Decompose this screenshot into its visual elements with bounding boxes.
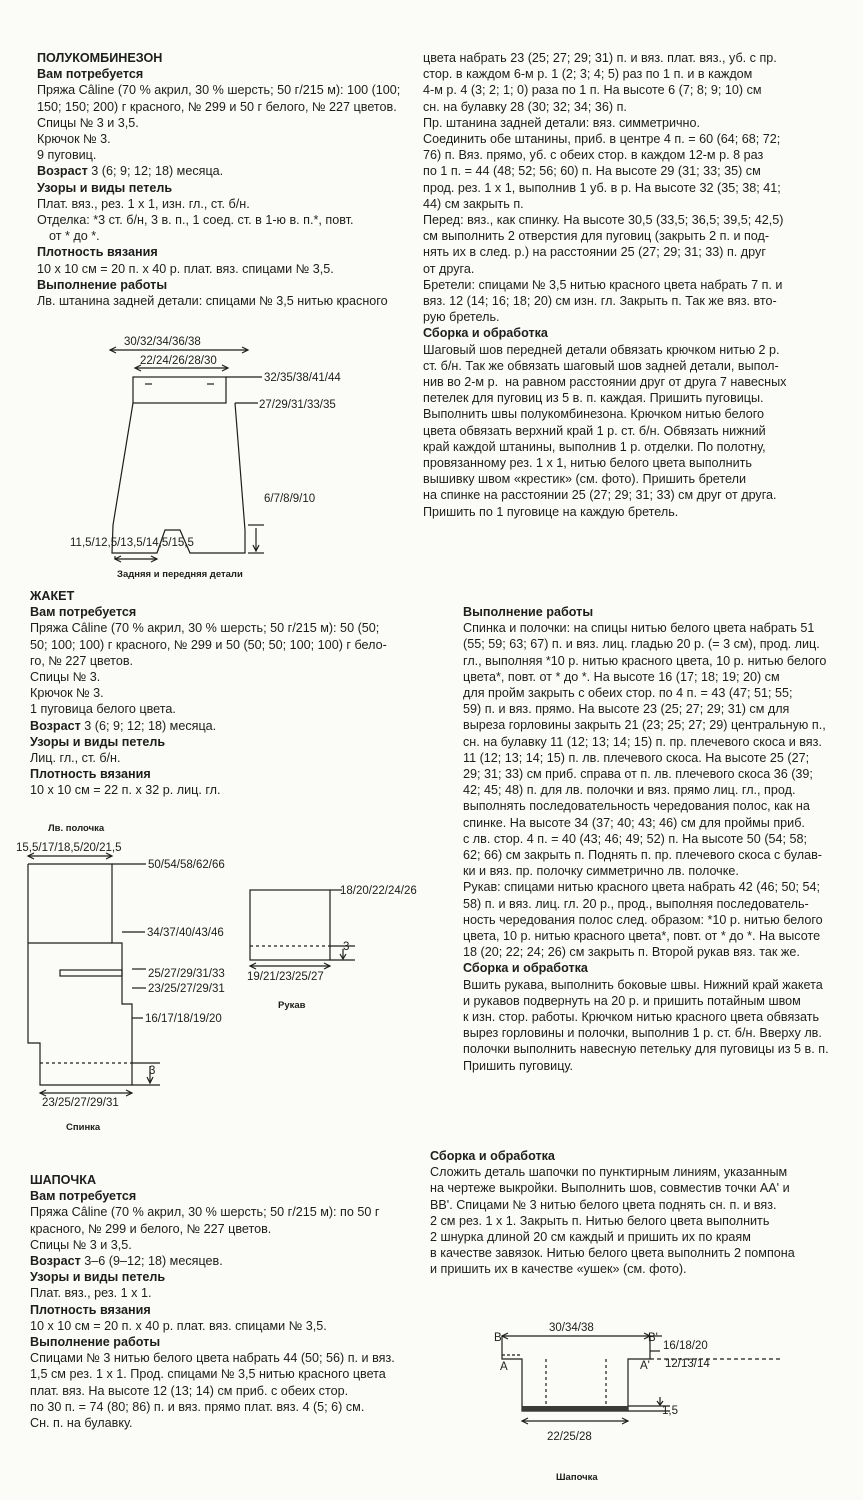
jacket-work-line: 42; 45; 48) п. для лв. полочки и вяз. прямо лиц. гл., прод. bbox=[463, 783, 796, 798]
romper-needles: Спицы № 3 и 3,5. bbox=[37, 115, 139, 130]
jacket-pattern: Лиц. гл., ст. б/н. bbox=[30, 751, 121, 766]
sleeve-dim-height: 18/20/22/24/26 bbox=[340, 885, 417, 897]
jacket-age: Возраст 3 (6; 9; 12; 18) месяца. bbox=[30, 718, 217, 733]
jacket-yarn-line: го, № 227 цветов. bbox=[30, 653, 134, 668]
hat-assembly-line: ВВ'. Спицами № 3 нитью белого цвета поднять сн. п. и вяз. bbox=[430, 1197, 777, 1212]
hat-assembly-heading: Сборка и обработка bbox=[430, 1149, 555, 1163]
jacket-dim-hem: 3 bbox=[149, 1065, 156, 1077]
romper-dim-band-height: 27/29/31/33/35 bbox=[259, 399, 336, 411]
romper-dim-leg-width: 11,5/12,5/13,5/14,5/15,5 bbox=[70, 537, 194, 549]
hat-work-line: Спицами № 3 нитью белого цвета набрать 44 (50; 56) п. и вяз. bbox=[30, 1351, 395, 1366]
hat-point-b: B bbox=[494, 1332, 502, 1344]
jacket-work-line: сн. на булавку 11 (12; 13; 14; 15) п. пр. плечевого скоса и вяз. bbox=[463, 734, 822, 749]
romper-col2-line: цвета набрать 23 (25; 27; 29; 31) п. и вяз. плат. вяз., уб. с пр. bbox=[423, 51, 777, 65]
hat-dim-mid-height: 12/13/14 bbox=[665, 1358, 710, 1370]
sleeve-dim-width: 19/21/23/25/27 bbox=[247, 971, 324, 983]
hat-assembly-line: на чертеже выкройки. Выполнить шов, совместив точки АА' и bbox=[430, 1181, 790, 1196]
romper-diagram bbox=[0, 330, 400, 590]
jacket-dim-mid2: 23/25/27/29/31 bbox=[148, 983, 225, 995]
hat-need-heading: Вам потребуется bbox=[30, 1189, 137, 1204]
hat-assembly-line: 2 см рез. 1 х 1. Закрыть п. Нитью белого цвета выполнить bbox=[430, 1213, 770, 1228]
jacket-dim-top-width: 15,5/17/18,5/20/21,5 bbox=[16, 842, 122, 854]
jacket-work-line: 29; 31; 33) см приб. справа от п. лв. плечевого скоса 36 (39; bbox=[463, 767, 813, 782]
jacket-dim-shoulder: 34/37/40/43/46 bbox=[147, 927, 224, 939]
romper-pattern-1: Плат. вяз., рез. 1 х 1, изн. гл., ст. б/н. bbox=[37, 196, 250, 211]
romper-col2-line: сн. на булавку 28 (30; 32; 34; 36) п. bbox=[423, 99, 627, 114]
hat-dim-top-width: 30/34/38 bbox=[549, 1322, 594, 1334]
jacket-dim-armhole: 16/17/18/19/20 bbox=[145, 1013, 222, 1025]
jacket-yarn-line: 50; 100; 100) г красного, № 299 и 50 (50; 50; 100; 100) г бело- bbox=[30, 637, 387, 652]
jacket-work bbox=[463, 604, 853, 1074]
jacket-work-line: ность чередования полос след. образом: *10 р. нитью белого bbox=[463, 912, 823, 927]
hat-dim-band-height: 1,5 bbox=[662, 1405, 678, 1417]
jacket-work-line: спинке. На высоте 34 (37; 40; 43; 46) см для проймы приб. bbox=[463, 815, 805, 830]
hat-title: ШАПОЧКА bbox=[30, 1173, 97, 1187]
jacket-work-line: 59) п. и вяз. прямо. На высоте 23 (25; 27; 29; 31) см для bbox=[463, 702, 790, 717]
romper-assembly-line: на спинке на расстоянии 25 (27; 29; 31; 33) см друг от друга. bbox=[423, 488, 777, 503]
sleeve-dim-hem: 3 bbox=[343, 941, 350, 953]
hat-needles: Спицы № 3 и 3,5. bbox=[30, 1237, 132, 1252]
romper-pattern-3: от * до *. bbox=[49, 229, 100, 244]
hat-rib-band bbox=[522, 1406, 628, 1411]
jacket-need-heading: Вам потребуется bbox=[30, 605, 137, 620]
romper-assembly-line: нив во 2-м р. на равном расстоянии друг от друга 7 навесных bbox=[423, 375, 787, 390]
romper-col2-line: Пр. штанина задней детали: вяз. симметрично. bbox=[423, 115, 701, 130]
jacket-work-heading: Выполнение работы bbox=[463, 605, 594, 619]
jacket-assembly-line: полочки выполнить навесную петельку для пуговицы из 5 в. п. bbox=[463, 1042, 829, 1057]
hat-instructions bbox=[30, 1172, 420, 1431]
romper-age: Возраст 3 (6; 9; 12; 18) месяца. bbox=[37, 164, 224, 179]
jacket-work-line: цвета*, повт. от * до *. На высоте 16 (17; 18; 19; 20) см bbox=[463, 669, 780, 684]
jacket-work-line: 58) п. и вяз. лиц. гл. 20 р., прод., выполняя последователь- bbox=[463, 896, 809, 911]
romper-yarn: Пряжа Câline (70 % акрил, 30 % шерсть; 50 г/215 м): 100 (100; 150; 150; 200) г красного, № 299 и 50 г белого, № 227 цветов. bbox=[37, 83, 401, 114]
hat-point-a-prime: A' bbox=[640, 1360, 650, 1372]
jacket-button: 1 пуговица белого цвета. bbox=[30, 702, 176, 717]
jacket-work-line: выполнять последовательность чередования полос, как на bbox=[463, 799, 810, 814]
jacket-back-caption: Спинка bbox=[66, 1122, 101, 1133]
jacket-needles: Спицы № 3. bbox=[30, 670, 101, 685]
jacket-work-line: Спинка и полочки: на спицы нитью белого цвета набрать 51 bbox=[463, 621, 815, 636]
jacket-work-line: 11 (12; 13; 14; 15) п. лв. плечевого скоса. На высоте 25 (27; bbox=[463, 750, 810, 765]
jacket-assembly-line: к изн. стор. работы. Крючком нитью красного цвета обвязать bbox=[463, 1010, 820, 1025]
jacket-work-line: выреза горловины закрыть 21 (23; 25; 27; 29) центральную п., bbox=[463, 718, 826, 733]
romper-col2-line: стор. в каждом 6-м р. 1 (2; 3; 4; 5) раз по 1 п. и в каждом bbox=[423, 67, 753, 82]
jacket-assembly-line: вырез горловины и полочки, выполнив 1 р. ст. б/н. Вверху лв. bbox=[463, 1026, 822, 1041]
romper-title: ПОЛУКОМБИНЕЗОН bbox=[37, 51, 163, 65]
romper-need-heading: Вам потребуется bbox=[37, 67, 144, 82]
romper-density: 10 х 10 см = 20 п. х 40 р. плат. вяз. спицами № 3,5. bbox=[37, 261, 334, 276]
romper-assembly-line: цвета обвязать верхний край 1 р. ст. б/н. Обвязать нижний bbox=[423, 423, 766, 438]
jacket-work-line: (55; 59; 63; 67) п. и вяз. лиц. гладью 20 р. (= 3 см), прод. лиц. bbox=[463, 637, 820, 652]
hat-work-line: Сн. п. на булавку. bbox=[30, 1416, 133, 1431]
romper-dim-total-height: 32/35/38/41/44 bbox=[264, 372, 341, 384]
hat-age: Возраст 3–6 (9–12; 18) месяцев. bbox=[30, 1254, 223, 1269]
romper-col2-line: Бретели: спицами № 3,5 нитью красного цвета набрать 7 п. и bbox=[423, 277, 783, 292]
romper-density-heading: Плотность вязания bbox=[37, 245, 158, 260]
jacket-front-caption: Лв. полочка bbox=[48, 823, 105, 834]
hat-density: 10 х 10 см = 20 п. х 40 р. плат. вяз. спицами № 3,5. bbox=[30, 1318, 327, 1333]
jacket-work-line: ки и вяз. пр. полочку симметрично лв. полочке. bbox=[463, 864, 739, 879]
hat-diagram-caption: Шапочка bbox=[556, 1472, 598, 1483]
romper-col2-line: по 1 п. = 44 (48; 52; 56; 60) п. На высоте 29 (31; 33; 35) см bbox=[423, 164, 761, 179]
jacket-density-heading: Плотность вязания bbox=[30, 767, 151, 782]
jacket-title: ЖАКЕТ bbox=[30, 589, 75, 603]
jacket-work-line: 62; 66) см закрыть п. Поднять п. пр. плечевого скоса с булав- bbox=[463, 848, 822, 863]
jacket-work-line: 18 (20; 22; 24; 26) см закрыть п. Второй рукав вяз. так же. bbox=[463, 945, 800, 960]
jacket-density: 10 х 10 см = 22 п. х 32 р. лиц. гл. bbox=[30, 783, 221, 798]
jacket-work-line: цвета, 10 р. нитью красного цвета*, повт. от * до *. На высоте bbox=[463, 929, 821, 944]
romper-work-heading: Выполнение работы bbox=[37, 277, 168, 292]
hat-assembly-line: и пришить их в качестве «ушек» (см. фото). bbox=[430, 1262, 687, 1277]
romper-assembly-line: ст. б/н. Так же обвязать шаговый шов задней детали, выпол- bbox=[423, 358, 779, 373]
romper-col2-line: 44) см закрыть п. bbox=[423, 196, 524, 211]
hat-yarn-line: Пряжа Câline (70 % акрил, 30 % шерсть; 50 г/215 м): по 50 г bbox=[30, 1205, 380, 1220]
jacket-assembly-line: Пришить пуговицу. bbox=[463, 1058, 573, 1073]
romper-col2-line: см выполнить 2 отверстия для пуговиц (закрыть 2 п. и под- bbox=[423, 229, 770, 244]
jacket-work-line: Рукав: спицами нитью красного цвета набрать 42 (46; 50; 54; bbox=[463, 880, 821, 895]
romper-diagram-caption: Задняя и передняя детали bbox=[117, 569, 243, 580]
hat-dim-bottom-width: 22/25/28 bbox=[547, 1431, 592, 1443]
romper-col2-line: Соединить обе штанины, приб. в центре 4 п. = 60 (64; 68; 72; bbox=[423, 132, 781, 147]
jacket-dim-total-height: 50/54/58/62/66 bbox=[148, 859, 225, 871]
hat-dim-top-height: 16/18/20 bbox=[663, 1340, 708, 1352]
romper-assembly-line: Шаговый шов передней детали обвязать крючком нитью 2 р. bbox=[423, 342, 780, 357]
romper-col2-line: вяз. 12 (14; 16; 18; 20) см изн. гл. Закрыть п. Так же вяз. вто- bbox=[423, 294, 777, 309]
romper-assembly-line: Выполнить швы полукомбинезона. Крючком нитью белого bbox=[423, 407, 765, 422]
romper-pattern-2: Отделка: *3 ст. б/н, 3 в. п., 1 соед. ст. в 1-ю в. п.*, повт. bbox=[37, 213, 354, 228]
hat-patterns-heading: Узоры и виды петель bbox=[30, 1270, 166, 1285]
jacket-assembly-line: и рукавов подвернуть на 20 р. и пришить потайным швом bbox=[463, 993, 801, 1008]
jacket-assembly-line: Вшить рукава, выполнить боковые швы. Нижний край жакета bbox=[463, 977, 823, 992]
hat-assembly-line: Сложить деталь шапочки по пунктирным линиям, указанным bbox=[430, 1165, 788, 1180]
jacket-work-line: гл., выполняя *10 р. нитью красного цвета, 10 р. нитью белого bbox=[463, 653, 827, 668]
jacket-diagram bbox=[0, 818, 460, 1148]
jacket-dim-bottom-width: 23/25/27/29/31 bbox=[42, 1097, 119, 1109]
hat-assembly-line: в качестве завязок. Нитью белого цвета выполнить 2 помпона bbox=[430, 1246, 795, 1261]
romper-instructions bbox=[37, 50, 417, 309]
romper-col2-line: прод. рез. 1 х 1, выполнив 1 уб. в р. На высоте 32 (35; 38; 41; bbox=[423, 180, 781, 195]
hat-work-line: по 30 п. = 74 (80; 86) п. и вяз. прямо плат. вяз. 4 (5; 6) см. bbox=[30, 1399, 365, 1414]
hat-assembly-line: 2 шнурка длиной 20 см каждый и пришить их по краям bbox=[430, 1230, 751, 1245]
romper-assembly-line: петелек для пуговиц из 5 в. п. каждая. Пришить пуговицы. bbox=[423, 391, 764, 406]
hat-point-a: A bbox=[500, 1361, 508, 1373]
romper-work-start: Лв. штанина задней детали: спицами № 3,5 нитью красного bbox=[37, 294, 388, 309]
jacket-dim-mid1: 25/27/29/31/33 bbox=[148, 968, 225, 980]
romper-dim-leg-height: 6/7/8/9/10 bbox=[264, 493, 316, 505]
hat-work-heading: Выполнение работы bbox=[30, 1335, 161, 1350]
jacket-assembly-heading: Сборка и обработка bbox=[463, 961, 588, 976]
hat-pattern: Плат. вяз., рез. 1 х 1. bbox=[30, 1286, 152, 1301]
romper-instructions-col2 bbox=[423, 50, 843, 520]
hat-yarn-line: красного, № 299 и белого, № 227 цветов. bbox=[30, 1221, 272, 1236]
hat-density-heading: Плотность вязания bbox=[30, 1302, 151, 1317]
romper-hook: Крючок № 3. bbox=[37, 132, 111, 147]
romper-col2-line: Перед: вяз., как спинку. На высоте 30,5 (33,5; 36,5; 39,5; 42,5) bbox=[423, 213, 784, 228]
hat-point-b-prime: B' bbox=[648, 1332, 658, 1344]
romper-col2-line: 76) п. Вяз. прямо, уб. с обеих стор. в каждом 12-м р. 8 раз bbox=[423, 148, 764, 163]
romper-col2-line: рую бретель. bbox=[423, 310, 500, 325]
sleeve-caption: Рукав bbox=[278, 1000, 306, 1011]
romper-dim-top-width: 30/32/34/36/38 bbox=[124, 336, 201, 348]
hat-work-line: 1,5 см рез. 1 х 1. Прод. спицами № 3,5 нитью красного цвета bbox=[30, 1367, 386, 1382]
hat-assembly bbox=[430, 1148, 830, 1278]
romper-col2-line: нять их в след. р.) на расстоянии 25 (27; 29; 31; 33) п. друг bbox=[423, 245, 766, 260]
jacket-yarn-line: Пряжа Câline (70 % акрил, 30 % шерсть; 50 г/215 м): 50 (50; bbox=[30, 621, 380, 636]
hat-diagram bbox=[480, 1315, 800, 1495]
romper-assembly-line: провязанному рез. 1 х 1, нитью белого цвета выполнить bbox=[423, 456, 752, 471]
jacket-patterns-heading: Узоры и виды петель bbox=[30, 734, 166, 749]
romper-assembly-line: край каждой штанины, выполнив 1 р. отделки. По полотну, bbox=[423, 439, 766, 454]
romper-assembly-line: Пришить по 1 пуговице на каждую бретель. bbox=[423, 504, 679, 519]
jacket-hook: Крючок № 3. bbox=[30, 686, 104, 701]
romper-dim-band-width: 22/24/26/28/30 bbox=[140, 355, 217, 367]
romper-col2-line: от друга. bbox=[423, 261, 475, 276]
romper-patterns-heading: Узоры и виды петель bbox=[37, 180, 173, 195]
hat-work-line: плат. вяз. На высоте 12 (13; 14) см приб. с обеих стор. bbox=[30, 1383, 349, 1398]
romper-assembly-heading: Сборка и обработка bbox=[423, 326, 548, 341]
romper-col2-line: 4-м р. 4 (3; 2; 1; 0) раза по 1 п. На высоте 6 (7; 8; 9; 10) см bbox=[423, 83, 762, 98]
jacket-work-line: для пройм закрыть с обеих стор. по 4 п. = 43 (47; 51; 55; bbox=[463, 686, 793, 701]
romper-buttons: 9 пуговиц. bbox=[37, 148, 97, 163]
jacket-instructions bbox=[30, 588, 420, 799]
romper-assembly-line: вышивку швом «крестик» (см. фото). Пришить бретели bbox=[423, 472, 746, 487]
jacket-work-line: с лв. стор. 4 п. = 40 (43; 46; 49; 52) п. На высоте 50 (54; 58; bbox=[463, 831, 808, 846]
